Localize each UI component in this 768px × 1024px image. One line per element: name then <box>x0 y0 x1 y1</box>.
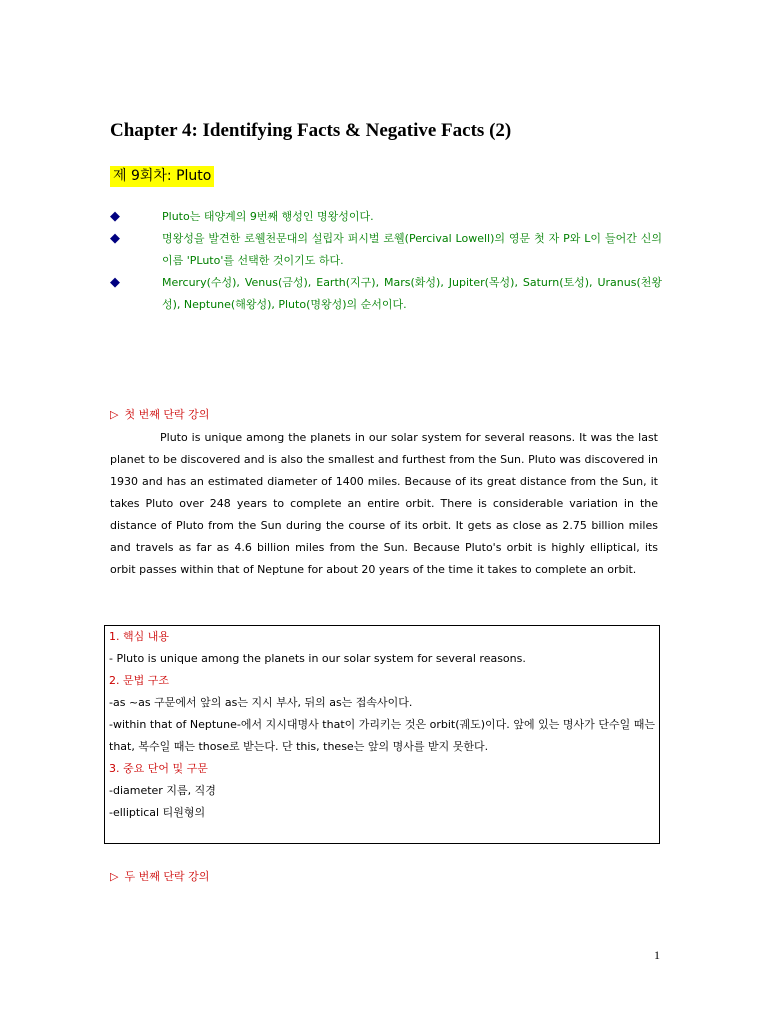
paragraph-text: Pluto is unique among the planets in our solar system for several reasons. It was the last planet to be discovered and is also the smallest and furthest from the Sun. Pluto was discovered in 1930 and has an estimated diameter of 1400 miles. Because of its great distance from the Sun, it takes Pluto over 248 years to complete an entire orbit. There is considerable variation in the distance of Pluto from the Sun during the course of its orbit. It gets as close as 2.75 billion miles and travels as far as 4.6 billion miles from the Sun. Because Pluto's orbit is highly elliptical, its orbit passes within that of Neptune for about 20 years of the time it takes to complete an orbit. <box>110 431 658 576</box>
diamond-icon: ◆ <box>110 209 120 224</box>
bullet-item <box>110 272 662 316</box>
notes-box <box>104 625 660 844</box>
notes-core-sentence: - Pluto is unique among the planets in our solar system for several reasons. <box>109 652 526 665</box>
diamond-icon: ◆ <box>110 231 120 246</box>
bullet-text: Mercury(수성), Venus(금성), Earth(지구), Mars(화성), Jupiter(목성), Saturn(토성), Uranus(천왕성), Neptune(해왕성), Pluto(명왕성)의 순서이다. <box>162 276 662 311</box>
bullet-list <box>110 206 662 316</box>
section-heading-2 <box>110 866 209 888</box>
chapter-title: Chapter 4: Identifying Facts & Negative Facts (2) <box>110 120 512 141</box>
notes-heading-core: 1. 핵심 내용 <box>109 630 169 643</box>
episode-label: 제 9회차: Pluto <box>110 166 214 187</box>
bullet-text: 명왕성을 발견한 로웰천문대의 설립자 퍼시벌 로웰(Percival Lowell)의 영문 첫 자 P와 L이 들어간 신의 이름 'PLuto'를 선택한 것이기도 하다. <box>162 232 662 267</box>
notes-grammar-2: -within that of Neptune-에서 지시대명사 that이 가리키는 것은 orbit(궤도)이다. 앞에 있는 명사가 단수일 때는 that, 복수일 때는 those로 받는다. 단 this, these는 앞의 명사를 받지 못한다. <box>109 718 655 753</box>
bullet-item <box>110 228 662 272</box>
notes-heading-grammar: 2. 문법 구조 <box>109 674 169 687</box>
section-heading-text: 두 번째 단락 강의 <box>124 870 210 883</box>
triangle-right-icon: ▷ <box>110 408 119 421</box>
page-number: 1 <box>654 948 660 962</box>
diamond-icon: ◆ <box>110 275 120 290</box>
triangle-right-icon: ▷ <box>110 870 119 883</box>
bullet-text: Pluto는 태양계의 9번째 행성인 명왕성이다. <box>162 210 374 223</box>
section-heading-text: 첫 번째 단락 강의 <box>124 408 210 421</box>
notes-heading-vocab: 3. 중요 단어 및 구문 <box>109 762 208 775</box>
bullet-item <box>110 206 662 228</box>
notes-grammar-1: -as ~as 구문에서 앞의 as는 지시 부사, 뒤의 as는 접속사이다. <box>109 696 413 709</box>
lecture-paragraph <box>110 427 658 581</box>
notes-vocab-1: -diameter 지름, 직경 <box>109 784 216 797</box>
notes-vocab-2: -elliptical 티원형의 <box>109 806 206 819</box>
section-heading-1 <box>110 404 209 426</box>
